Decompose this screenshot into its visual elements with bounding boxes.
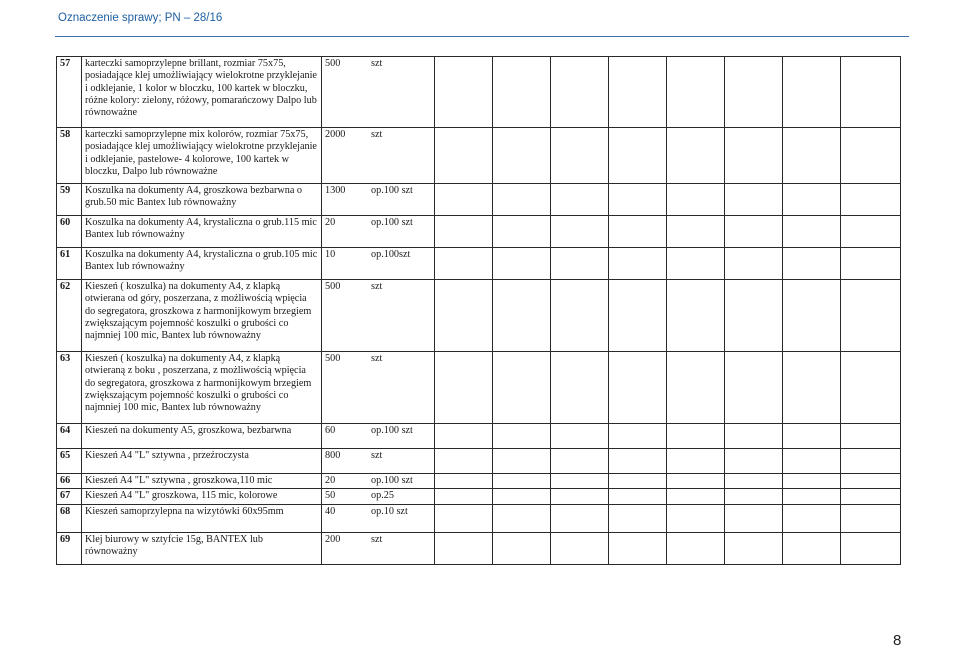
empty-cell [551, 352, 609, 424]
table-row [57, 504, 901, 532]
item-quantity: 20 [325, 475, 336, 486]
item-number: 67 [57, 489, 82, 504]
item-quantity: 1300 [325, 185, 346, 196]
empty-cell [435, 504, 493, 532]
empty-cell [667, 532, 725, 564]
empty-cell [551, 128, 609, 184]
empty-cell [609, 128, 667, 184]
empty-cell [841, 424, 901, 449]
empty-cell [667, 280, 725, 352]
empty-cell [435, 532, 493, 564]
quantity-cell [322, 424, 435, 449]
quantity-cell [322, 474, 435, 489]
empty-cell [667, 489, 725, 504]
item-number: 63 [57, 352, 82, 424]
quantity-cell [322, 184, 435, 216]
empty-cell [551, 474, 609, 489]
quantity-cell [322, 280, 435, 352]
item-quantity: 60 [325, 425, 336, 436]
empty-cell [783, 57, 841, 128]
empty-cell [783, 280, 841, 352]
item-number: 61 [57, 248, 82, 280]
empty-cell [435, 248, 493, 280]
empty-cell [725, 489, 783, 504]
quantity-cell [322, 504, 435, 532]
empty-cell [667, 352, 725, 424]
empty-cell [841, 184, 901, 216]
empty-cell [783, 489, 841, 504]
item-unit: szt [371, 533, 383, 545]
item-description: Kieszeń A4 "L" groszkowa, 115 mic, kolorowe [82, 489, 322, 504]
empty-cell [725, 532, 783, 564]
empty-cell [493, 57, 551, 128]
table-row [57, 424, 901, 449]
empty-cell [725, 248, 783, 280]
empty-cell [493, 184, 551, 216]
item-description: Kieszeń samoprzylepna na wizytówki 60x95mm [82, 504, 322, 532]
empty-cell [725, 474, 783, 489]
empty-cell [551, 280, 609, 352]
empty-cell [551, 532, 609, 564]
empty-cell [841, 280, 901, 352]
quantity-cell [322, 352, 435, 424]
empty-cell [841, 57, 901, 128]
empty-cell [841, 248, 901, 280]
item-unit: op.100 szt [371, 425, 413, 436]
item-unit: szt [371, 353, 383, 364]
empty-cell [667, 504, 725, 532]
item-description: Koszulka na dokumenty A4, krystaliczna o grub.105 mic Bantex lub równoważny [82, 248, 322, 280]
table-row [57, 184, 901, 216]
empty-cell [435, 280, 493, 352]
empty-cell [725, 504, 783, 532]
empty-cell [493, 128, 551, 184]
empty-cell [609, 474, 667, 489]
item-description: Kieszeń A4 "L" sztywna , groszkowa,110 mic [82, 474, 322, 489]
empty-cell [551, 489, 609, 504]
quantity-cell [322, 248, 435, 280]
item-number: 65 [57, 449, 82, 474]
empty-cell [551, 248, 609, 280]
empty-cell [725, 280, 783, 352]
empty-cell [725, 449, 783, 474]
empty-cell [493, 248, 551, 280]
empty-cell [725, 57, 783, 128]
item-description: Kieszeń A4 "L" sztywna , przeźroczysta [82, 449, 322, 474]
table-row [57, 280, 901, 352]
empty-cell [725, 216, 783, 248]
header-divider [55, 36, 909, 37]
empty-cell [551, 216, 609, 248]
empty-cell [783, 474, 841, 489]
empty-cell [493, 280, 551, 352]
table-row [57, 352, 901, 424]
item-unit: op.100szt [371, 249, 411, 260]
empty-cell [841, 449, 901, 474]
empty-cell [841, 532, 901, 564]
item-description: Kieszeń ( koszulka) na dokumenty A4, z klapką otwierana od góry, poszerzana, z możliwością wpięcia do segregatora, groszkowa z harmonijkowym brzegiem zwiększającym pojemność koszulki o grubości co najmniej 100 mic, Bantex lub równoważny [82, 280, 322, 352]
empty-cell [783, 504, 841, 532]
empty-cell [435, 474, 493, 489]
item-number: 68 [57, 504, 82, 532]
table-row [57, 489, 901, 504]
item-description: karteczki samoprzylepne mix kolorów, rozmiar 75x75, posiadające klej umożliwiający wielokrotne przyklejanie i odklejanie, pastelowe- 4 kolorowe, 100 kartek w bloczku, Dalpo lub równoważne [82, 128, 322, 184]
empty-cell [435, 352, 493, 424]
empty-cell [667, 449, 725, 474]
empty-cell [667, 474, 725, 489]
empty-cell [783, 424, 841, 449]
empty-cell [783, 449, 841, 474]
table-row [57, 248, 901, 280]
document-reference: Oznaczenie sprawy; PN – 28/16 [58, 12, 223, 24]
item-description: Kieszeń na dokumenty A5, groszkowa, bezbarwna [82, 424, 322, 449]
item-unit: op.100 szt [371, 185, 413, 196]
items-table [56, 56, 901, 565]
empty-cell [551, 184, 609, 216]
empty-cell [783, 128, 841, 184]
empty-cell [667, 424, 725, 449]
empty-cell [667, 216, 725, 248]
empty-cell [609, 532, 667, 564]
table-row [57, 532, 901, 564]
empty-cell [783, 216, 841, 248]
item-description: Kieszeń ( koszulka) na dokumenty A4, z klapką otwieraną z boku , poszerzana, z możliwością wpięcia do segregatora, groszkowa z harmonijkowym brzegiem zwiększającym pojemność koszulki o grubości co najmniej 100 mic, Bantex lub równoważny [82, 352, 322, 424]
empty-cell [493, 424, 551, 449]
item-unit: op.100 szt [371, 475, 413, 486]
empty-cell [493, 449, 551, 474]
empty-cell [667, 128, 725, 184]
item-unit: op.100 szt [371, 217, 413, 228]
empty-cell [783, 352, 841, 424]
item-quantity: 200 [325, 533, 341, 545]
page-number: 8 [893, 632, 902, 649]
empty-cell [725, 128, 783, 184]
empty-cell [609, 184, 667, 216]
empty-cell [609, 352, 667, 424]
item-quantity: 20 [325, 217, 336, 228]
item-quantity: 500 [325, 281, 341, 292]
item-description: karteczki samoprzylepne brillant, rozmiar 75x75, posiadające klej umożliwiający wielokrotne przyklejanie i odklejanie, 1 kolor w bloczku, 100 kartek w bloczku, różne kolory: zielony, różowy, pomarańczowy Dalpo lub równoważne [82, 57, 322, 128]
empty-cell [609, 449, 667, 474]
empty-cell [725, 424, 783, 449]
item-quantity: 500 [325, 353, 341, 364]
quantity-cell [322, 489, 435, 504]
empty-cell [609, 424, 667, 449]
item-description: Klej biurowy w sztyfcie 15g, BANTEX lub równoważny [82, 532, 322, 564]
table-row [57, 128, 901, 184]
empty-cell [841, 489, 901, 504]
quantity-cell [322, 57, 435, 128]
empty-cell [609, 280, 667, 352]
item-unit: szt [371, 58, 383, 69]
empty-cell [435, 449, 493, 474]
empty-cell [493, 474, 551, 489]
empty-cell [609, 489, 667, 504]
empty-cell [783, 248, 841, 280]
empty-cell [609, 504, 667, 532]
empty-cell [609, 57, 667, 128]
empty-cell [435, 57, 493, 128]
item-description: Koszulka na dokumenty A4, groszkowa bezbarwna o grub.50 mic Bantex lub równoważny [82, 184, 322, 216]
table-row [57, 449, 901, 474]
empty-cell [841, 216, 901, 248]
quantity-cell [322, 449, 435, 474]
empty-cell [725, 352, 783, 424]
empty-cell [667, 184, 725, 216]
item-quantity: 500 [325, 58, 341, 69]
empty-cell [725, 184, 783, 216]
item-number: 60 [57, 216, 82, 248]
item-quantity: 2000 [325, 129, 346, 140]
empty-cell [609, 216, 667, 248]
item-unit: szt [371, 129, 383, 140]
empty-cell [435, 128, 493, 184]
empty-cell [551, 449, 609, 474]
item-number: 66 [57, 474, 82, 489]
table-row [57, 216, 901, 248]
item-quantity: 40 [325, 505, 336, 517]
empty-cell [841, 128, 901, 184]
item-number: 57 [57, 57, 82, 128]
empty-cell [667, 57, 725, 128]
item-unit: szt [371, 450, 383, 461]
empty-cell [435, 184, 493, 216]
empty-cell [551, 57, 609, 128]
empty-cell [841, 474, 901, 489]
empty-cell [783, 184, 841, 216]
item-number: 62 [57, 280, 82, 352]
quantity-cell [322, 216, 435, 248]
item-unit: op.25 [371, 490, 394, 502]
empty-cell [493, 504, 551, 532]
empty-cell [841, 504, 901, 532]
item-number: 64 [57, 424, 82, 449]
quantity-cell [322, 128, 435, 184]
empty-cell [435, 489, 493, 504]
table-row [57, 474, 901, 489]
item-quantity: 800 [325, 450, 341, 461]
empty-cell [493, 352, 551, 424]
empty-cell [435, 424, 493, 449]
item-number: 59 [57, 184, 82, 216]
empty-cell [493, 489, 551, 504]
empty-cell [841, 352, 901, 424]
empty-cell [609, 248, 667, 280]
empty-cell [667, 248, 725, 280]
item-unit: szt [371, 281, 383, 292]
empty-cell [435, 216, 493, 248]
item-description: Koszulka na dokumenty A4, krystaliczna o grub.115 mic Bantex lub równoważny [82, 216, 322, 248]
empty-cell [551, 424, 609, 449]
table-row [57, 57, 901, 128]
item-number: 58 [57, 128, 82, 184]
item-number: 69 [57, 532, 82, 564]
items-table-body [57, 57, 901, 565]
empty-cell [551, 504, 609, 532]
item-quantity: 50 [325, 490, 336, 502]
quantity-cell [322, 532, 435, 564]
empty-cell [783, 532, 841, 564]
empty-cell [493, 216, 551, 248]
item-unit: op.10 szt [371, 505, 408, 517]
empty-cell [493, 532, 551, 564]
item-quantity: 10 [325, 249, 336, 260]
